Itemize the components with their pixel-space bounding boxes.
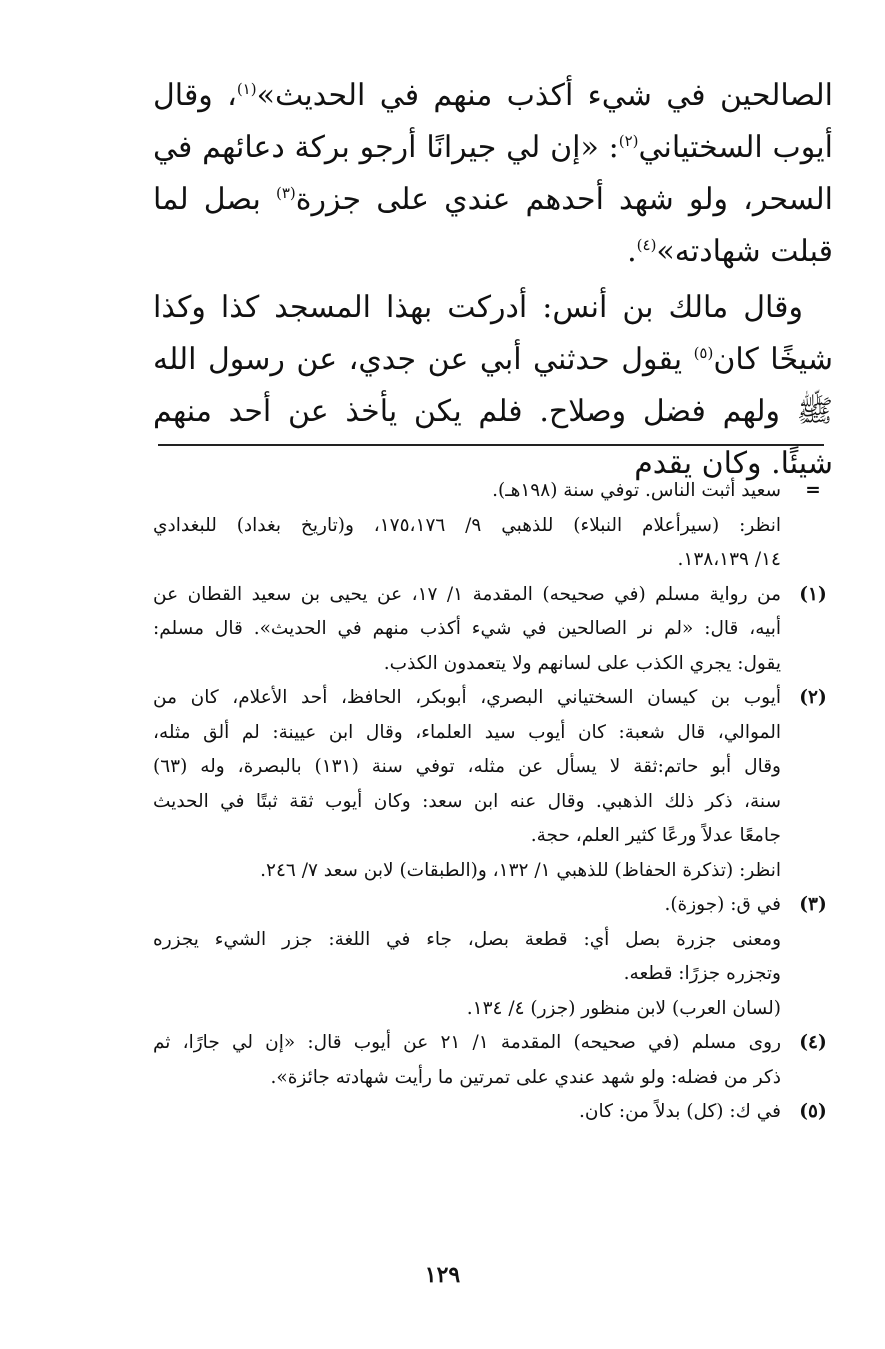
paragraph-1 — [153, 70, 833, 278]
footnote-marker: (١) — [799, 583, 827, 605]
text-segment: . — [627, 234, 637, 269]
footnote-marker: (٣) — [799, 894, 827, 915]
footnote-marker: = — [805, 480, 821, 501]
footnote-line: جامعًا عدلاً ورعًا كثير العلم، حجة. — [530, 825, 781, 846]
footnotes — [153, 474, 833, 1130]
footnote-line: وقال أبو حاتم:ثقة لا يسأل عن مثله، توفي سنة (١٣١) بالبصرة، وله (٦٣) — [153, 756, 781, 777]
footnote-marker: (٢) — [799, 687, 827, 708]
main-text — [153, 70, 833, 494]
footnote-line: انظر: (تذكرة الحفاظ) للذهبي ١/ ١٣٢، و(الطبقات) لابن سعد ٧/ ٢٤٦. — [260, 859, 781, 881]
footnote-1 — [153, 578, 833, 682]
footnote-line: سعيد أثبت الناس. توفي سنة (١٩٨هـ). — [492, 480, 781, 501]
footnote-divider — [158, 444, 824, 446]
footnote-continued — [153, 474, 833, 578]
footnote-ref-5: (٥) — [693, 344, 714, 362]
text-segment: ، وقال أيوب السختياني — [153, 78, 833, 165]
footnote-line: ١٤/ ١٣٨،١٣٩. — [677, 549, 781, 570]
footnote-ref-1: (١) — [236, 80, 257, 98]
footnote-line: ومعنى جزرة بصل أي: قطعة بصل، جاء في اللغة: جزر الشيء يجزره — [153, 928, 781, 950]
footnote-line: أبيه، قال: «لم نر الصالحين في شيء أكذب منهم في الحديث». قال مسلم: — [153, 618, 781, 639]
footnote-line: وتجزره جزرًا: قطعه. — [623, 963, 781, 984]
footnote-line: في ق: (جوزة). — [664, 894, 781, 915]
footnote-2 — [153, 681, 833, 888]
footnote-line: ذكر من فضله: ولو شهد عندي على تمرتين ما رأيت شهادته جائزة». — [270, 1066, 781, 1088]
footnote-line: أيوب بن كيسان السختياني البصري، أبوبكر، الحافظ، أحد الأعلام، كان من — [153, 687, 781, 708]
footnote-3 — [153, 888, 833, 1026]
footnote-line: الموالي، قال شعبة: كان أيوب سيد العلماء، وقال ابن عيينة: لم ألق مثله، — [153, 721, 781, 743]
footnote-4 — [153, 1026, 833, 1095]
footnote-line: في ك: (كل) بدلاً من: كان. — [579, 1101, 781, 1122]
footnote-marker: (٥) — [799, 1101, 827, 1122]
footnote-line: من رواية مسلم (في صحيحه) المقدمة ١/ ١٧، عن يحيى بن سعيد القطان عن — [153, 583, 781, 605]
footnote-ref-4: (٤) — [636, 236, 657, 254]
text-segment: : «إن لي جيرانًا أرجو بركة دعائهم في السحر، ولو شهد أحدهم عندي على جزرة — [153, 130, 833, 217]
page-number: ١٢٩ — [424, 1262, 461, 1288]
text-segment: يقول حدثني أبي عن جدي، عن رسول الله ﷺ ولهم فضل وصلاح. فلم يكن يأخذ عن أحد منهم شيئًا. وكان يقدم — [153, 342, 833, 481]
paragraph-2 — [153, 282, 833, 490]
footnote-line: سنة، ذكر ذلك الذهبي. وقال عنه ابن سعد: وكان أيوب ثقة ثبتًا في الحديث — [153, 790, 781, 812]
footnote-ref-2: (٢) — [618, 132, 639, 150]
text-segment: وقال مالك بن أنس: أدركت بهذا المسجد كذا وكذا شيخًا كان — [153, 290, 833, 377]
footnote-line: يقول: يجري الكذب على لسانهم ولا يتعمدون الكذب. — [383, 652, 781, 674]
text-segment: الصالحين في شيء أكذب منهم في الحديث» — [256, 78, 833, 113]
footnote-marker: (٤) — [799, 1032, 827, 1053]
footnote-line: انظر: (سيرأعلام النبلاء) للذهبي ٩/ ١٧٥،١٧٦، و(تاريخ بغداد) للبغدادي — [153, 514, 781, 536]
footnote-5 — [153, 1095, 833, 1130]
footnote-line: (لسان العرب) لابن منظور (جزر) ٤/ ١٣٤. — [466, 997, 781, 1019]
footnote-ref-3: (٣) — [275, 184, 296, 202]
text-segment: بصل لما قبلت شهادته» — [153, 182, 833, 269]
footnote-line: روى مسلم (في صحيحه) المقدمة ١/ ٢١ عن أيوب قال: «إن لي جارًا، ثم — [153, 1032, 781, 1053]
